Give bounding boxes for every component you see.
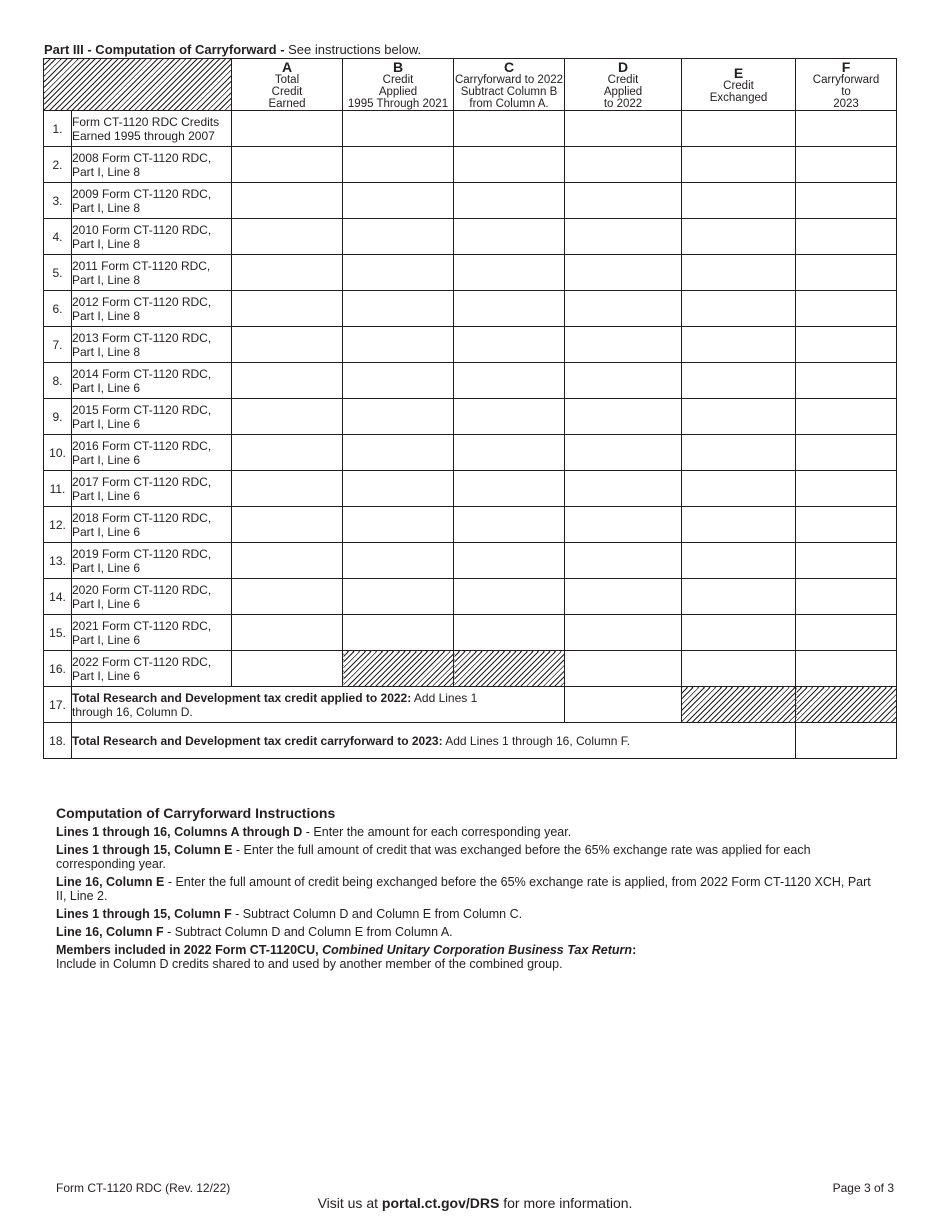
- line-description: 2022 Form CT-1120 RDC, Part I, Line 6: [72, 651, 232, 687]
- line-row: [44, 507, 897, 543]
- column-d-input[interactable]: [565, 543, 682, 579]
- column-c-input[interactable]: [454, 291, 565, 327]
- column-e-input[interactable]: [682, 183, 796, 219]
- footer-visit: Visit us at portal.ct.gov/DRS for more information.: [317, 1195, 633, 1211]
- line-18-column-f-input[interactable]: [796, 723, 897, 759]
- column-b-input[interactable]: [343, 471, 454, 507]
- column-b-input[interactable]: [343, 183, 454, 219]
- column-a-input[interactable]: [232, 435, 343, 471]
- line-number: 15.: [44, 615, 72, 651]
- column-header-a: A Total Credit Earned: [232, 59, 343, 111]
- column-c-input[interactable]: [454, 363, 565, 399]
- column-f-input[interactable]: [796, 183, 897, 219]
- column-c-input[interactable]: [454, 507, 565, 543]
- column-e-input[interactable]: [682, 147, 796, 183]
- column-header-row: [44, 59, 897, 111]
- column-d-input[interactable]: [565, 327, 682, 363]
- column-b-input[interactable]: [343, 291, 454, 327]
- line-description: 2009 Form CT-1120 RDC, Part I, Line 8: [72, 183, 232, 219]
- line-description: Form CT-1120 RDC Credits Earned 1995 through 2007: [72, 111, 232, 147]
- column-e-input[interactable]: [682, 579, 796, 615]
- column-d-input[interactable]: [565, 183, 682, 219]
- line-row: [44, 651, 897, 687]
- column-a-input[interactable]: [232, 327, 343, 363]
- column-f-input[interactable]: [796, 471, 897, 507]
- column-b-input[interactable]: [343, 111, 454, 147]
- line-description: 2013 Form CT-1120 RDC, Part I, Line 8: [72, 327, 232, 363]
- line-18-label: Total Research and Development tax credit carryforward to 2023: Add Lines 1 through 16, Column F.: [72, 723, 796, 759]
- line-number: 1.: [44, 111, 72, 147]
- line-number: 8.: [44, 363, 72, 399]
- column-f-input[interactable]: [796, 543, 897, 579]
- column-a-input[interactable]: [232, 183, 343, 219]
- line-18-row: [44, 723, 897, 759]
- instructions-section: [56, 806, 876, 975]
- column-a-input[interactable]: [232, 255, 343, 291]
- column-b-input[interactable]: [343, 507, 454, 543]
- column-a-input[interactable]: [232, 363, 343, 399]
- column-d-input[interactable]: [565, 615, 682, 651]
- column-b-input[interactable]: [343, 399, 454, 435]
- line-number: 3.: [44, 183, 72, 219]
- column-header-c: C Carryforward to 2022 Subtract Column B from Column A.: [454, 58, 564, 110]
- column-a-input[interactable]: [232, 111, 343, 147]
- line-row: [44, 291, 897, 327]
- instruction-item: Line 16, Column E - Enter the full amount of credit being exchanged before the 65% exchange rate is applied, from 2022 Form CT-1120 XCH, Part II, Line 2.: [56, 875, 871, 903]
- column-a-input[interactable]: [232, 147, 343, 183]
- column-d-input[interactable]: [565, 219, 682, 255]
- column-e-input[interactable]: [682, 363, 796, 399]
- column-b-input[interactable]: [343, 327, 454, 363]
- instruction-item: Lines 1 through 15, Column E - Enter the full amount of credit that was exchanged before the 65% exchange rate was applied for each corresponding year.: [56, 843, 811, 871]
- column-a-input[interactable]: [232, 291, 343, 327]
- instruction-item: Lines 1 through 16, Columns A through D - Enter the amount for each corresponding year.: [56, 825, 572, 839]
- column-e-input[interactable]: [682, 291, 796, 327]
- column-c-input[interactable]: [454, 435, 565, 471]
- page-number: Page 3 of 3: [832, 1181, 894, 1195]
- line-number: 4.: [44, 219, 72, 255]
- line-number: 10.: [44, 435, 72, 471]
- column-c-hatched: [454, 651, 565, 687]
- column-d-input[interactable]: [565, 651, 682, 687]
- column-c-input[interactable]: [454, 147, 565, 183]
- carryforward-table: [43, 58, 897, 759]
- column-d-input[interactable]: [565, 507, 682, 543]
- column-f-input[interactable]: [796, 255, 897, 291]
- column-f-input[interactable]: [796, 507, 897, 543]
- line-number: 14.: [44, 579, 72, 615]
- column-e-input[interactable]: [682, 255, 796, 291]
- column-a-input[interactable]: [232, 399, 343, 435]
- column-c-input[interactable]: [454, 111, 565, 147]
- column-b-hatched: [343, 651, 454, 687]
- column-d-input[interactable]: [565, 147, 682, 183]
- line-description: 2019 Form CT-1120 RDC, Part I, Line 6: [72, 543, 232, 579]
- line-description: 2012 Form CT-1120 RDC, Part I, Line 8: [72, 291, 232, 327]
- line-number: 16.: [44, 651, 72, 687]
- header-hatched-corner: [44, 59, 232, 111]
- column-d-input[interactable]: [565, 291, 682, 327]
- column-c-input[interactable]: [454, 183, 565, 219]
- line-number: 17.: [44, 687, 72, 723]
- column-f-input[interactable]: [796, 579, 897, 615]
- line-row: [44, 615, 897, 651]
- column-c-input[interactable]: [454, 543, 565, 579]
- instructions-heading: Computation of Carryforward Instructions: [56, 805, 336, 821]
- line-number: 7.: [44, 327, 72, 363]
- line-number: 9.: [44, 399, 72, 435]
- column-f-input[interactable]: [796, 615, 897, 651]
- website-link[interactable]: portal.ct.gov/DRS: [381, 1195, 500, 1211]
- line-row: [44, 183, 897, 219]
- line-number: 13.: [44, 543, 72, 579]
- column-e-input[interactable]: [682, 111, 796, 147]
- column-header-f: F Carryforward to 2023: [796, 59, 897, 111]
- line-description: 2021 Form CT-1120 RDC, Part I, Line 6: [72, 615, 232, 651]
- column-b-input[interactable]: [343, 543, 454, 579]
- column-header-b: B Credit Applied 1995 Through 2021: [343, 59, 454, 111]
- line-description: 2016 Form CT-1120 RDC, Part I, Line 6: [72, 435, 232, 471]
- part-title: [44, 42, 421, 57]
- line-row: [44, 111, 897, 147]
- column-a-input[interactable]: [232, 507, 343, 543]
- line-17-row: [44, 687, 897, 723]
- line-row: [44, 255, 897, 291]
- column-a-input[interactable]: [232, 615, 343, 651]
- column-d-input[interactable]: [565, 111, 682, 147]
- instruction-item: Line 16, Column F - Subtract Column D and Column E from Column A.: [56, 925, 453, 939]
- column-header-e: E Credit Exchanged: [682, 59, 796, 111]
- column-a-input[interactable]: [232, 579, 343, 615]
- line-number: 12.: [44, 507, 72, 543]
- column-d-input[interactable]: [565, 255, 682, 291]
- line-description: 2011 Form CT-1120 RDC, Part I, Line 8: [72, 255, 232, 291]
- column-e-input[interactable]: [682, 507, 796, 543]
- column-b-input[interactable]: [343, 615, 454, 651]
- column-c-input[interactable]: [454, 471, 565, 507]
- column-header-d: D Credit Applied to 2022: [565, 59, 682, 111]
- instruction-item: Lines 1 through 15, Column F - Subtract Column D and Column E from Column C.: [56, 907, 523, 921]
- column-e-input[interactable]: [682, 435, 796, 471]
- line-number: 18.: [44, 723, 72, 759]
- column-c-input[interactable]: [454, 255, 565, 291]
- part-label: Part III: [44, 42, 84, 57]
- line-17-label: Total Research and Development tax credit applied to 2022: Add Lines 1 through 16, Column D.: [72, 687, 565, 723]
- column-f-input[interactable]: [796, 327, 897, 363]
- column-f-input[interactable]: [796, 435, 897, 471]
- column-b-input[interactable]: [343, 435, 454, 471]
- line-number: 6.: [44, 291, 72, 327]
- line-row: [44, 327, 897, 363]
- column-b-input[interactable]: [343, 579, 454, 615]
- line-description: 2008 Form CT-1120 RDC, Part I, Line 8: [72, 147, 232, 183]
- column-f-input[interactable]: [796, 399, 897, 435]
- column-f-input[interactable]: [796, 147, 897, 183]
- column-a-input[interactable]: [232, 219, 343, 255]
- column-e-input[interactable]: [682, 471, 796, 507]
- line-17-column-f-hatched: [796, 687, 897, 723]
- line-row: [44, 147, 897, 183]
- column-f-input[interactable]: [796, 291, 897, 327]
- column-f-input[interactable]: [796, 111, 897, 147]
- column-b-input[interactable]: [343, 255, 454, 291]
- column-a-input[interactable]: [232, 651, 343, 687]
- form-identifier: Form CT-1120 RDC (Rev. 12/22): [56, 1181, 231, 1195]
- line-number: 2.: [44, 147, 72, 183]
- line-row: [44, 219, 897, 255]
- line-row: [44, 399, 897, 435]
- column-a-input[interactable]: [232, 471, 343, 507]
- line-description: 2015 Form CT-1120 RDC, Part I, Line 6: [72, 399, 232, 435]
- line-row: [44, 435, 897, 471]
- column-d-input[interactable]: [565, 435, 682, 471]
- part-heading: - Computation of Carryforward -: [83, 42, 289, 57]
- instructions-members: Members included in 2022 Form CT-1120CU, Combined Unitary Corporation Business Tax Return: Include in Column D credits shared to and used by another member of the combined group.: [56, 943, 637, 971]
- column-f-input[interactable]: [796, 363, 897, 399]
- line-row: [44, 471, 897, 507]
- line-row: [44, 363, 897, 399]
- column-d-input[interactable]: [565, 471, 682, 507]
- column-e-input[interactable]: [682, 615, 796, 651]
- line-description: 2014 Form CT-1120 RDC, Part I, Line 6: [72, 363, 232, 399]
- column-d-input[interactable]: [565, 399, 682, 435]
- line-description: 2017 Form CT-1120 RDC, Part I, Line 6: [72, 471, 232, 507]
- line-description: 2010 Form CT-1120 RDC, Part I, Line 8: [72, 219, 232, 255]
- column-f-input[interactable]: [796, 219, 897, 255]
- line-row: [44, 579, 897, 615]
- column-a-input[interactable]: [232, 543, 343, 579]
- part-note: See instructions below.: [288, 42, 422, 57]
- column-e-input[interactable]: [682, 327, 796, 363]
- column-e-input[interactable]: [682, 543, 796, 579]
- column-c-input[interactable]: [454, 219, 565, 255]
- line-description: 2018 Form CT-1120 RDC, Part I, Line 6: [72, 507, 232, 543]
- column-b-input[interactable]: [343, 363, 454, 399]
- line-number: 11.: [44, 471, 72, 507]
- column-c-input[interactable]: [454, 399, 565, 435]
- column-c-input[interactable]: [454, 327, 565, 363]
- column-d-input[interactable]: [565, 579, 682, 615]
- line-number: 5.: [44, 255, 72, 291]
- line-description: 2020 Form CT-1120 RDC, Part I, Line 6: [72, 579, 232, 615]
- column-e-input[interactable]: [682, 651, 796, 687]
- column-e-input[interactable]: [682, 399, 796, 435]
- line-row: [44, 543, 897, 579]
- column-f-input[interactable]: [796, 651, 897, 687]
- column-b-input[interactable]: [343, 219, 454, 255]
- line-17-column-d-input[interactable]: [565, 687, 682, 723]
- column-c-input[interactable]: [454, 579, 565, 615]
- column-d-input[interactable]: [565, 363, 682, 399]
- line-17-column-e-hatched: [682, 687, 796, 723]
- column-b-input[interactable]: [343, 147, 454, 183]
- column-c-input[interactable]: [454, 615, 565, 651]
- column-e-input[interactable]: [682, 219, 796, 255]
